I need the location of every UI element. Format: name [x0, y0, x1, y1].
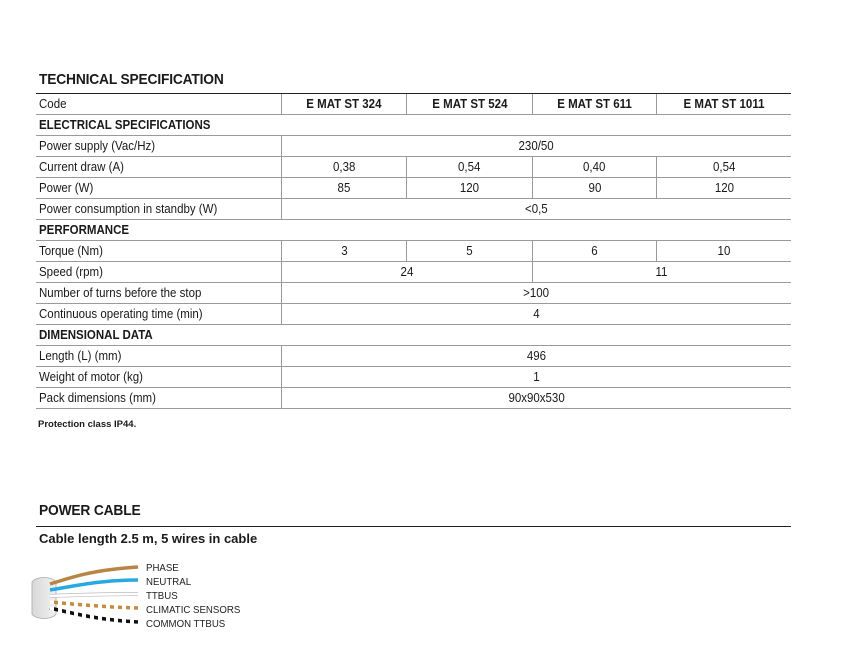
model-2: E MAT ST 524	[432, 97, 508, 111]
protection-note: Protection class IP44.	[38, 419, 137, 430]
weight-value: 1	[533, 370, 540, 384]
torque-value: 6	[591, 244, 598, 258]
wire-label-phase	[146, 562, 182, 574]
table-row	[36, 262, 791, 283]
cable-illustration-icon	[30, 560, 140, 630]
power-supply-label: Power supply (Vac/Hz)	[39, 139, 156, 153]
wire-label-climatic	[146, 604, 249, 616]
standby-value: <0,5	[525, 202, 548, 216]
speed-value: 11	[655, 265, 668, 279]
model-1: E MAT ST 324	[306, 97, 382, 111]
code-label: Code	[39, 97, 67, 111]
length-value: 496	[526, 349, 547, 363]
performance-section-title: PERFORMANCE	[39, 223, 130, 237]
torque-value: 3	[341, 244, 348, 258]
pack-value: 90x90x530	[508, 391, 565, 405]
operating-time-label: Continuous operating time (min)	[39, 307, 203, 321]
length-label: Length (L) (mm)	[39, 349, 122, 363]
wire-label: COMMON TTBUS	[146, 618, 226, 630]
torque-label: Torque (Nm)	[39, 244, 103, 258]
wire-label: CLIMATIC SENSORS	[146, 604, 241, 616]
weight-label: Weight of motor (kg)	[39, 370, 143, 384]
power-value: 120	[460, 181, 480, 195]
table-row	[36, 136, 791, 157]
table-row	[36, 220, 791, 241]
torque-value: 5	[466, 244, 473, 258]
power-cable-title: POWER CABLE	[39, 502, 141, 519]
cable-subtitle: Cable length 2.5 m, 5 wires in cable	[39, 531, 258, 546]
wire-climatic-sensors	[50, 602, 138, 608]
power-supply-value: 230/50	[518, 139, 555, 153]
current-draw-value: 0,54	[458, 160, 481, 174]
pack-label: Pack dimensions (mm)	[39, 391, 156, 405]
table-row	[36, 304, 791, 325]
wire-common-ttbus	[50, 608, 138, 622]
current-draw-value: 0,40	[583, 160, 606, 174]
table-row	[36, 199, 791, 220]
dimensional-section-title: DIMENSIONAL DATA	[39, 328, 153, 342]
table-row	[36, 178, 791, 199]
current-draw-value: 0,54	[712, 160, 736, 174]
power-label: Power (W)	[39, 181, 94, 195]
table-row	[36, 283, 791, 304]
standby-label: Power consumption in standby (W)	[39, 202, 218, 216]
table-row	[36, 346, 791, 367]
table-row	[36, 388, 791, 409]
model-4: E MAT ST 1011	[683, 97, 765, 111]
current-draw-label: Current draw (A)	[39, 160, 124, 174]
table-row	[36, 367, 791, 388]
table-row	[36, 325, 791, 346]
turns-value: >100	[523, 286, 550, 300]
power-value: 90	[588, 181, 601, 195]
wire-label-neutral	[146, 576, 195, 588]
spec-table	[36, 94, 791, 409]
power-value: 85	[337, 181, 351, 195]
operating-time-value: 4	[533, 307, 540, 321]
wire-label: NEUTRAL	[146, 576, 192, 588]
wire-label: PHASE	[146, 562, 179, 574]
table-row	[36, 157, 791, 178]
current-draw-value: 0,38	[333, 160, 356, 174]
wire-label-ttbus	[146, 590, 180, 602]
model-3: E MAT ST 611	[557, 97, 632, 111]
wire-label-common	[146, 618, 232, 630]
table-row	[36, 94, 791, 115]
torque-value: 10	[717, 244, 731, 258]
wire-label: TTBUS	[146, 590, 178, 602]
power-cable-rule	[36, 526, 791, 527]
electrical-section-title: ELECTRICAL SPECIFICATIONS	[39, 118, 211, 132]
table-row	[36, 241, 791, 262]
speed-value: 24	[400, 265, 414, 279]
speed-label: Speed (rpm)	[39, 265, 103, 279]
turns-label: Number of turns before the stop	[39, 286, 202, 300]
table-row	[36, 115, 791, 136]
power-value: 120	[714, 181, 734, 195]
tech-spec-title: TECHNICAL SPECIFICATION	[39, 71, 224, 88]
